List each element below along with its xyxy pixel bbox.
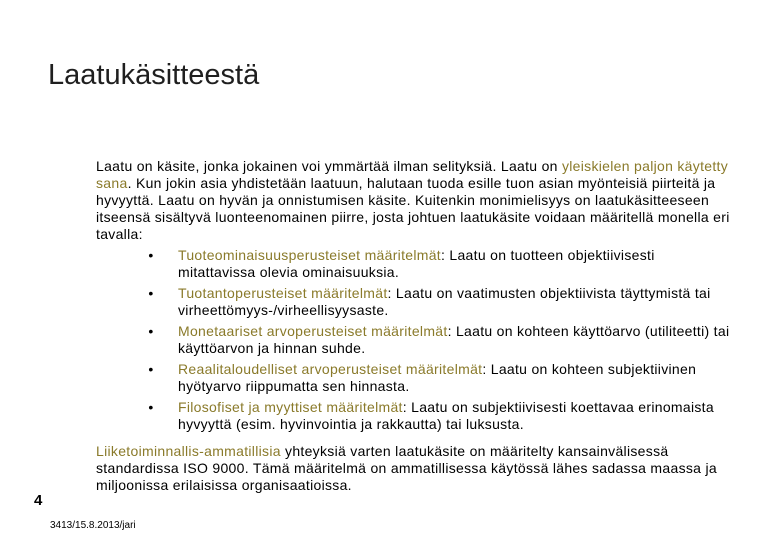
slide-body bbox=[96, 158, 736, 494]
list-item bbox=[96, 285, 736, 319]
outro-text: yhteyksiä varten laatukäsite on määritelty kansainvälisessä standardissa ISO 9000. Tämä määritelmä on ammatillisessa käytössä lähes sadassa maassa ja miljoonissa erilaisissa organisaatioissa. bbox=[96, 443, 717, 493]
list-item bbox=[96, 323, 736, 357]
slide-title: Laatukäsitteestä bbox=[48, 59, 260, 91]
definition-text: : Laatu on subjektiivisesti koettavaa erinomaista hyvyyttä (esim. hyvinvointia ja rakkautta) tai luksusta. bbox=[178, 399, 714, 432]
definition-term: Filosofiset ja myyttiset määritelmät bbox=[178, 399, 403, 415]
definition-text: : Laatu on kohteen käyttöarvo (utiliteetti) tai käyttöarvon ja hinnan suhde. bbox=[178, 323, 730, 356]
definition-term: Monetaariset arvoperusteiset määritelmät bbox=[178, 323, 448, 339]
bullet-icon: • bbox=[148, 247, 154, 263]
list-item bbox=[96, 361, 736, 395]
intro-paragraph bbox=[96, 158, 736, 243]
definition-term: Tuotantoperusteiset määritelmät bbox=[178, 285, 388, 301]
bullet-icon: • bbox=[148, 361, 154, 377]
footer-text: 3413/15.8.2013/jari bbox=[50, 520, 136, 531]
definition-term: Tuoteominaisuusperusteiset määritelmät bbox=[178, 247, 441, 263]
list-item bbox=[96, 399, 736, 433]
definition-list bbox=[96, 247, 736, 433]
intro-text-start: Laatu on käsite, jonka jokainen voi ymmärtää ilman selityksiä. Laatu on bbox=[96, 158, 562, 174]
slide-number: 4 bbox=[34, 492, 43, 509]
definition-text: : Laatu on kohteen subjektiivinen hyötyarvo riippumatta sen hinnasta. bbox=[178, 361, 697, 394]
bullet-icon: • bbox=[148, 285, 154, 301]
outro-highlight: Liiketoiminnallis-ammatillisia bbox=[96, 443, 281, 459]
definition-text: : Laatu on tuotteen objektiivisesti mitattavissa olevia ominaisuuksia. bbox=[178, 247, 655, 280]
bullet-icon: • bbox=[148, 323, 154, 339]
intro-highlight: yleiskielen paljon käytetty sana bbox=[96, 158, 729, 191]
bullet-icon: • bbox=[148, 399, 154, 415]
definition-term: Reaalitaloudelliset arvoperusteiset määritelmät bbox=[178, 361, 483, 377]
outro-paragraph bbox=[96, 443, 736, 494]
definition-text: : Laatu on vaatimusten objektiivista täyttymistä tai virheettömyys-/virheellisyysaste. bbox=[178, 285, 711, 318]
list-item bbox=[96, 247, 736, 281]
intro-text-end: . Kun jokin asia yhdistetään laatuun, halutaan tuoda esille tuon asian myönteisiä piirteitä ja hyvyyttä. Laatu on hyvän ja onnistumisen käsite. Kuitenkin monimielisyys on laatukäsitteeseen itseensä sisältyvä luonteenomainen piirre, josta johtuen laatukäsite voidaan määritellä monella eri tavalla: bbox=[96, 175, 730, 242]
